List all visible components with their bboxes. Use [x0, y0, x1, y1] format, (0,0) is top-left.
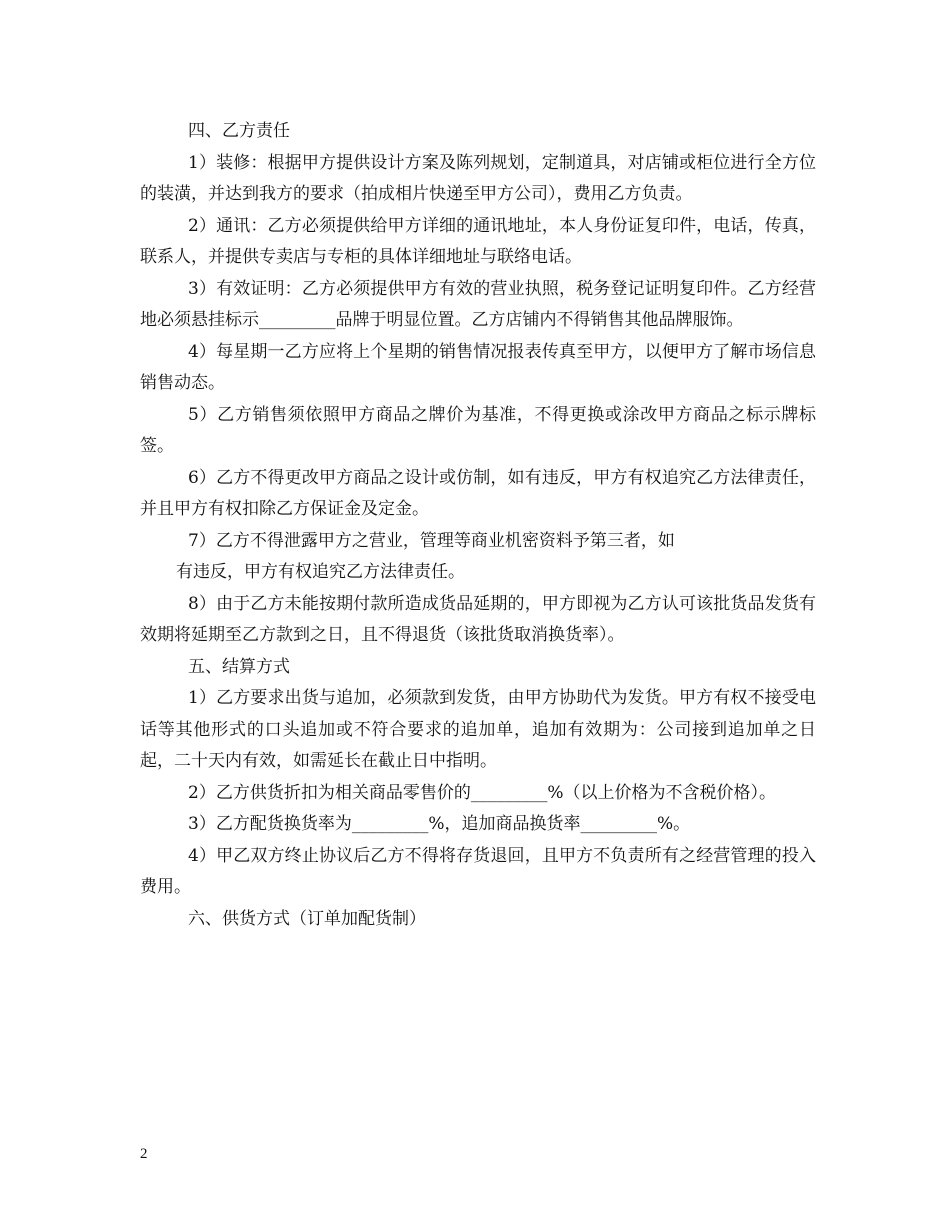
clause-4-2: 2）通讯：乙方必须提供给甲方详细的通讯地址，本人身份证复印件，电话，传真，联系人，并提供专卖店与专柜的具体详细地址与联络电话。 [140, 215, 816, 267]
clause-5-2: 2）乙方供货折扣为相关商品零售价的_________%（以上价格为不含税价格）。 [188, 782, 776, 803]
clause-5-4: 4）甲乙双方终止协议后乙方不得将存货退回，且甲方不负责所有之经营管理的投入费用。 [140, 845, 816, 897]
clause-4-7: 7）乙方不得泄露甲方之营业，管理等商业机密资料予第三者，如 [188, 530, 675, 551]
clause-4-4: 4）每星期一乙方应将上个星期的销售情况报表传真至甲方，以便甲方了解市场信息销售动态。 [140, 341, 816, 393]
clause-4-8: 8）由于乙方未能按期付款所造成货品延期的，甲方即视为乙方认可该批货品发货有效期将延期至乙方款到之日，且不得退货（该批货取消换货率）。 [140, 593, 816, 645]
section-heading-6: 六、供货方式（订单加配货制） [188, 908, 426, 929]
clause-4-6: 6）乙方不得更改甲方商品之设计或仿制，如有违反，甲方有权追究乙方法律责任，并且甲方有权扣除乙方保证金及定金。 [140, 467, 816, 519]
page-body [140, 116, 816, 935]
clause-4-5: 5）乙方销售须依照甲方商品之牌价为基准，不得更换或涂改甲方商品之标示牌标签。 [140, 404, 816, 456]
clause-4-1: 1）装修：根据甲方提供设计方案及陈列规划，定制道具，对店铺或柜位进行全方位的装潢，并达到我方的要求（拍成相片快递至甲方公司），费用乙方负责。 [140, 152, 816, 204]
section-heading-4: 四、乙方责任 [188, 121, 290, 141]
clause-4-7-continued: 有违反，甲方有权追究乙方法律责任。 [176, 562, 465, 582]
clause-5-1: 1）乙方要求出货与追加，必须款到发货，由甲方协助代为发货。甲方有权不接受电话等其他形式的口头追加或不符合要求的追加单，追加有效期为：公司接到追加单之日起，二十天内有效，如需延长在截止日中指明。 [140, 688, 816, 771]
section-heading-5: 五、结算方式 [188, 656, 290, 677]
clause-4-3: 3）有效证明：乙方必须提供甲方有效的营业执照，税务登记证明复印件。乙方经营地必须悬挂标示_________品牌于明显位置。乙方店铺内不得销售其他品牌服饰。 [140, 278, 816, 330]
clause-5-3: 3）乙方配货换货率为_________%，追加商品换货率_________%。 [188, 814, 691, 834]
page-number: 2 [140, 1146, 148, 1162]
